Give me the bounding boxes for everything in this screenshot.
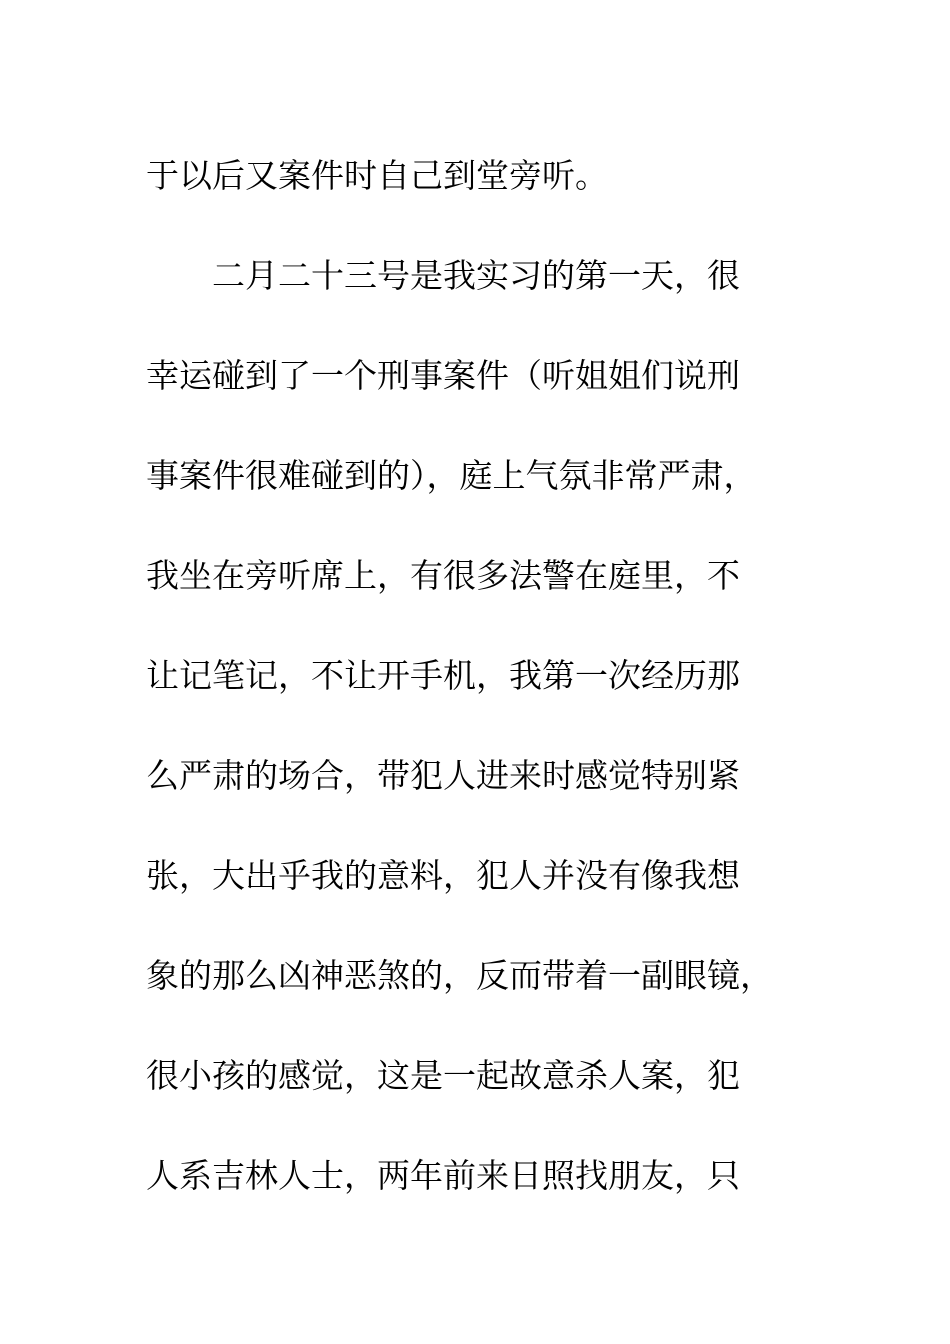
text-line: 很小孩的感觉，这是一起故意杀人案，犯 <box>146 1056 740 1095</box>
text-line: 象的那么凶神恶煞的，反而带着一副眼镜， <box>146 956 773 995</box>
text-line: 让记笔记，不让开手机，我第一次经历那 <box>146 656 740 695</box>
text-line: 事案件很难碰到的），庭上气氛非常严肃， <box>146 456 757 495</box>
text-line: 么严肃的场合，带犯人进来时感觉特别紧 <box>146 756 740 795</box>
text-line: 于以后又案件时自己到堂旁听。 <box>146 156 608 195</box>
text-line: 人系吉林人士，两年前来日照找朋友，只 <box>146 1156 740 1195</box>
text-line: 张，大出乎我的意料，犯人并没有像我想 <box>146 856 740 895</box>
text-line: 二月二十三号是我实习的第一天，很 <box>146 256 740 295</box>
text-line: 幸运碰到了一个刑事案件（听姐姐们说刑 <box>146 356 740 395</box>
text-line: 我坐在旁听席上，有很多法警在庭里，不 <box>146 556 740 595</box>
document-body <box>146 126 806 1226</box>
